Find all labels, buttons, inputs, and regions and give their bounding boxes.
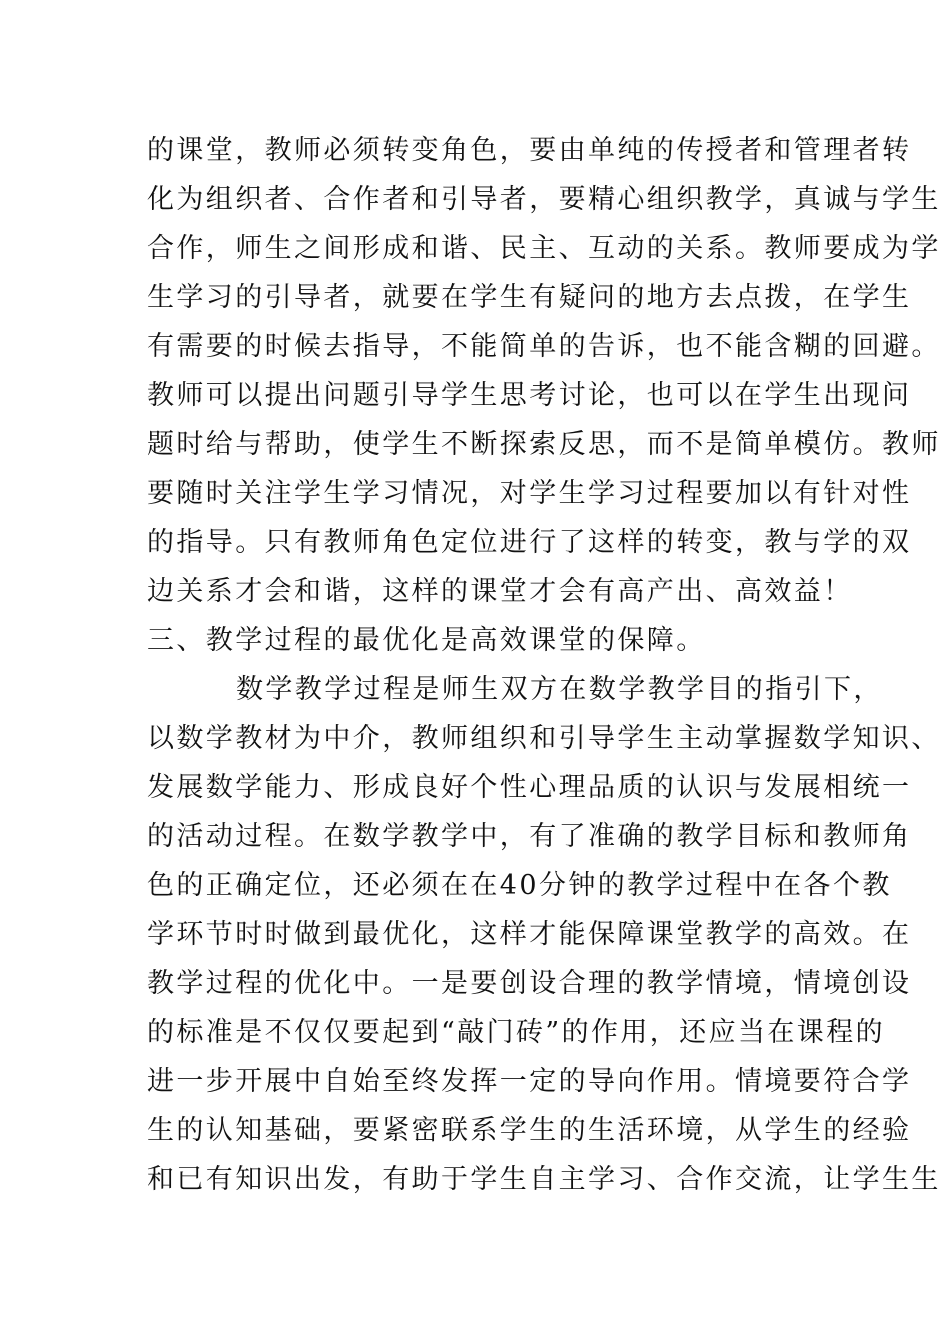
text-line: 生的认知基础，要紧密联系学生的生活环境，从学生的经验	[147, 1115, 912, 1146]
text-line: 有需要的时候去指导，不能简单的告诉，也不能含糊的回避。	[147, 331, 941, 362]
text-line: 以数学教材为中介，教师组织和引导学生主动掌握数学知识、	[147, 723, 941, 754]
paragraph-first-line: 数学教学过程是师生双方在数学教学目的指引下，	[236, 674, 883, 705]
section-heading: 三、教学过程的最优化是高效课堂的保障。	[147, 625, 706, 656]
text-line: 边关系才会和谐，这样的课堂才会有高产出、高效益！	[147, 576, 853, 607]
text-line: 发展数学能力、形成良好个性心理品质的认识与发展相统一	[147, 772, 912, 803]
text-line: 合作，师生之间形成和谐、民主、互动的关系。教师要成为学	[147, 233, 941, 264]
text-line: 进一步开展中自始至终发挥一定的导向作用。情境要符合学	[147, 1066, 912, 1097]
text-line: 生学习的引导者，就要在学生有疑问的地方去点拨，在学生	[147, 282, 912, 313]
text-line: 要随时关注学生学习情况，对学生学习过程要加以有针对性	[147, 478, 912, 509]
text-line: 题时给与帮助，使学生不断探索反思，而不是简单模仿。教师	[147, 429, 941, 460]
text-line: 的指导。只有教师角色定位进行了这样的转变，教与学的双	[147, 527, 912, 558]
text-line: 教学过程的优化中。一是要创设合理的教学情境，情境创设	[147, 968, 912, 999]
text-line: 的标准是不仅仅要起到“敲门砖”的作用，还应当在课程的	[147, 1017, 886, 1048]
text-line: 色的正确定位，还必须在在40分钟的教学过程中在各个教	[147, 870, 892, 901]
text-line: 和已有知识出发，有助于学生自主学习、合作交流，让学生生	[147, 1164, 941, 1195]
text-line: 教师可以提出问题引导学生思考讨论，也可以在学生出现问	[147, 380, 912, 411]
text-line: 的活动过程。在数学教学中，有了准确的教学目标和教师角	[147, 821, 912, 852]
text-line: 的课堂，教师必须转变角色，要由单纯的传授者和管理者转	[147, 135, 912, 166]
text-line: 化为组织者、合作者和引导者，要精心组织教学，真诚与学生	[147, 184, 941, 215]
text-line: 学环节时时做到最优化，这样才能保障课堂教学的高效。在	[147, 919, 912, 950]
